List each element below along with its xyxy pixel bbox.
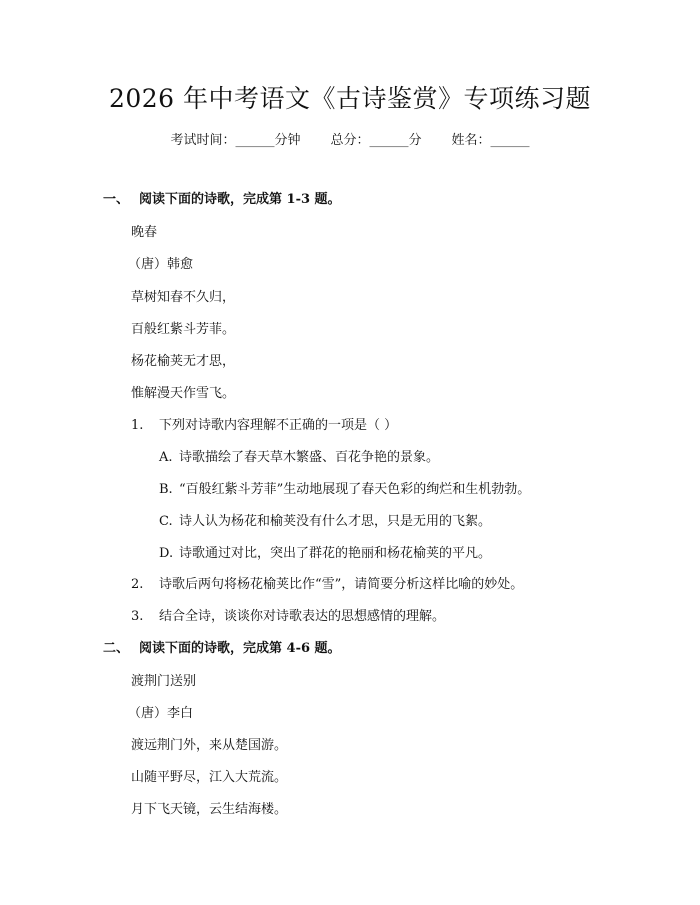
- option-text: 诗歌通过对比，突出了群花的艳丽和杨花榆荚的平凡。: [179, 546, 492, 561]
- exam-meta: [0, 131, 700, 151]
- question-number: 2.: [131, 577, 144, 592]
- option-item: [159, 544, 491, 564]
- total-score-field: 总分：______分: [330, 133, 422, 148]
- poem-author: （唐）李白: [128, 706, 194, 721]
- poem-line: 杨花榆荚无才思，: [131, 354, 236, 369]
- question-item: [131, 575, 523, 595]
- poem-line: 惟解漫天作雪飞。: [131, 386, 236, 401]
- section-number: 二、: [103, 641, 130, 656]
- option-text: 诗歌描绘了春天草木繁盛、百花争艳的景象。: [179, 450, 440, 465]
- option-item: [159, 480, 530, 500]
- option-item: [159, 448, 439, 468]
- exam-time-field: 考试时间：______分钟: [170, 133, 301, 148]
- section-heading-2: [103, 639, 341, 659]
- option-text: 诗人认为杨花和榆荚没有什么才思，只是无用的飞絮。: [179, 514, 492, 529]
- poem-title: 晚春: [131, 225, 158, 240]
- poem-line: 百般红紫斗芳菲。: [131, 322, 236, 337]
- section-heading-text: 阅读下面的诗歌，完成第 1-3 题。: [139, 192, 341, 207]
- question-number: 1.: [131, 418, 144, 433]
- question-text: 下列对诗歌内容理解不正确的一项是（ ）: [159, 418, 398, 433]
- option-text: “百般红紫斗芳菲”生动地展现了春天色彩的绚烂和生机勃勃。: [179, 482, 531, 497]
- section-heading-1: [103, 190, 341, 210]
- poem-line: 渡远荆门外，来从楚国游。: [131, 738, 288, 753]
- poem-line: 草树知春不久归，: [131, 290, 236, 305]
- section-heading-text: 阅读下面的诗歌，完成第 4-6 题。: [139, 641, 341, 656]
- question-text: 结合全诗，谈谈你对诗歌表达的思想感情的理解。: [159, 609, 446, 624]
- poem-title: 渡荆门送别: [131, 674, 197, 689]
- option-label: C.: [159, 514, 173, 529]
- page-title: 2026 年中考语文《古诗鉴赏》专项练习题: [108, 84, 592, 113]
- poem-line: 月下飞天镜，云生结海楼。: [131, 802, 288, 817]
- option-label: A.: [159, 450, 173, 465]
- option-label: D.: [159, 546, 174, 561]
- option-item: [159, 512, 491, 532]
- poem-author: （唐）韩愈: [128, 257, 194, 272]
- student-name-field: 姓名：______: [451, 133, 530, 148]
- question-number: 3.: [131, 609, 144, 624]
- section-number: 一、: [103, 192, 130, 207]
- question-text: 诗歌后两句将杨花榆荚比作“雪”，请简要分析这样比喻的妙处。: [159, 577, 524, 592]
- poem-line: 山随平野尽，江入大荒流。: [131, 770, 288, 785]
- question-item: [131, 607, 445, 627]
- option-label: B.: [159, 482, 173, 497]
- question-item: [131, 416, 397, 436]
